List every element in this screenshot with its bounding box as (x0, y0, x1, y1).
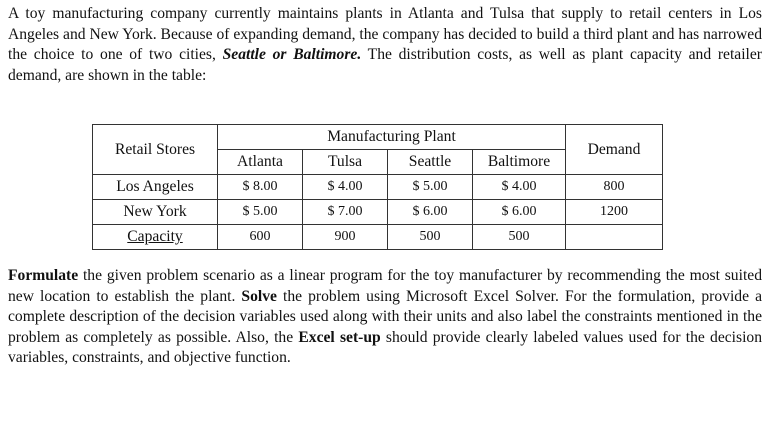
capacity-cell: 600 (218, 225, 303, 250)
task-formulate-bold: Formulate (8, 267, 79, 284)
task-instructions-paragraph (8, 266, 762, 369)
capacity-label: Capacity (127, 228, 183, 245)
intro-cities-emphasis: Seattle or Baltimore. (222, 46, 362, 64)
task-solve-bold: Solve (241, 287, 277, 305)
cost-cell: $ 5.00 (218, 200, 303, 225)
manufacturing-plant-header: Manufacturing Plant (218, 125, 566, 150)
cost-cell: $ 6.00 (388, 200, 473, 225)
intro-text-part1: A toy manufacturing company currently maintains plants in Atlanta and Tulsa that supply to retail centers in Los Angeles and New York. Because of expanding demand, the company has decided to build a third plant and has narrowed the choice to one of two cities, (8, 5, 762, 64)
task-text-2: the problem using Microsoft Excel Solver. For the formulation, provide a complete description of the decision variables used along with their units and also label the constraints mentioned in the problem as completely as possible. Also, the (8, 287, 762, 346)
cost-cell: $ 6.00 (473, 200, 566, 225)
task-text-1: the given problem scenario as a linear program for the toy manufacturer by recommending the most suited new location to establish the plant. (8, 267, 762, 305)
plant-tulsa-header: Tulsa (303, 150, 388, 175)
table-row (93, 200, 663, 225)
demand-header: Demand (566, 125, 663, 175)
cost-cell: $ 4.00 (303, 175, 388, 200)
cost-cell: $ 4.00 (473, 175, 566, 200)
plant-baltimore-header: Baltimore (473, 150, 566, 175)
capacity-cell: 500 (473, 225, 566, 250)
plant-atlanta-header: Atlanta (218, 150, 303, 175)
table-row (93, 175, 663, 200)
row-label-capacity (93, 225, 218, 250)
cost-cell: $ 7.00 (303, 200, 388, 225)
cost-cell: $ 8.00 (218, 175, 303, 200)
capacity-cell: 500 (388, 225, 473, 250)
row-label-los-angeles: Los Angeles (93, 175, 218, 200)
table-header-row (93, 125, 663, 150)
capacity-cell: 900 (303, 225, 388, 250)
plant-seattle-header: Seattle (388, 150, 473, 175)
row-label-new-york: New York (93, 200, 218, 225)
task-text-3: should provide clearly labeled values used for the decision variables, constraints, and objective function. (8, 328, 763, 367)
retail-stores-header: Retail Stores (93, 125, 218, 175)
demand-cell: 800 (566, 175, 663, 200)
capacity-demand-empty-cell (566, 225, 663, 250)
problem-intro-paragraph (8, 4, 762, 86)
intro-text-part2: The distribution costs, as well as plant capacity and retailer demand, are shown in the table: (8, 46, 762, 84)
task-excel-setup-bold: Excel set-up (298, 328, 381, 346)
cost-cell: $ 5.00 (388, 175, 473, 200)
distribution-cost-table (92, 124, 663, 250)
demand-cell: 1200 (566, 200, 663, 225)
capacity-row (93, 225, 663, 250)
